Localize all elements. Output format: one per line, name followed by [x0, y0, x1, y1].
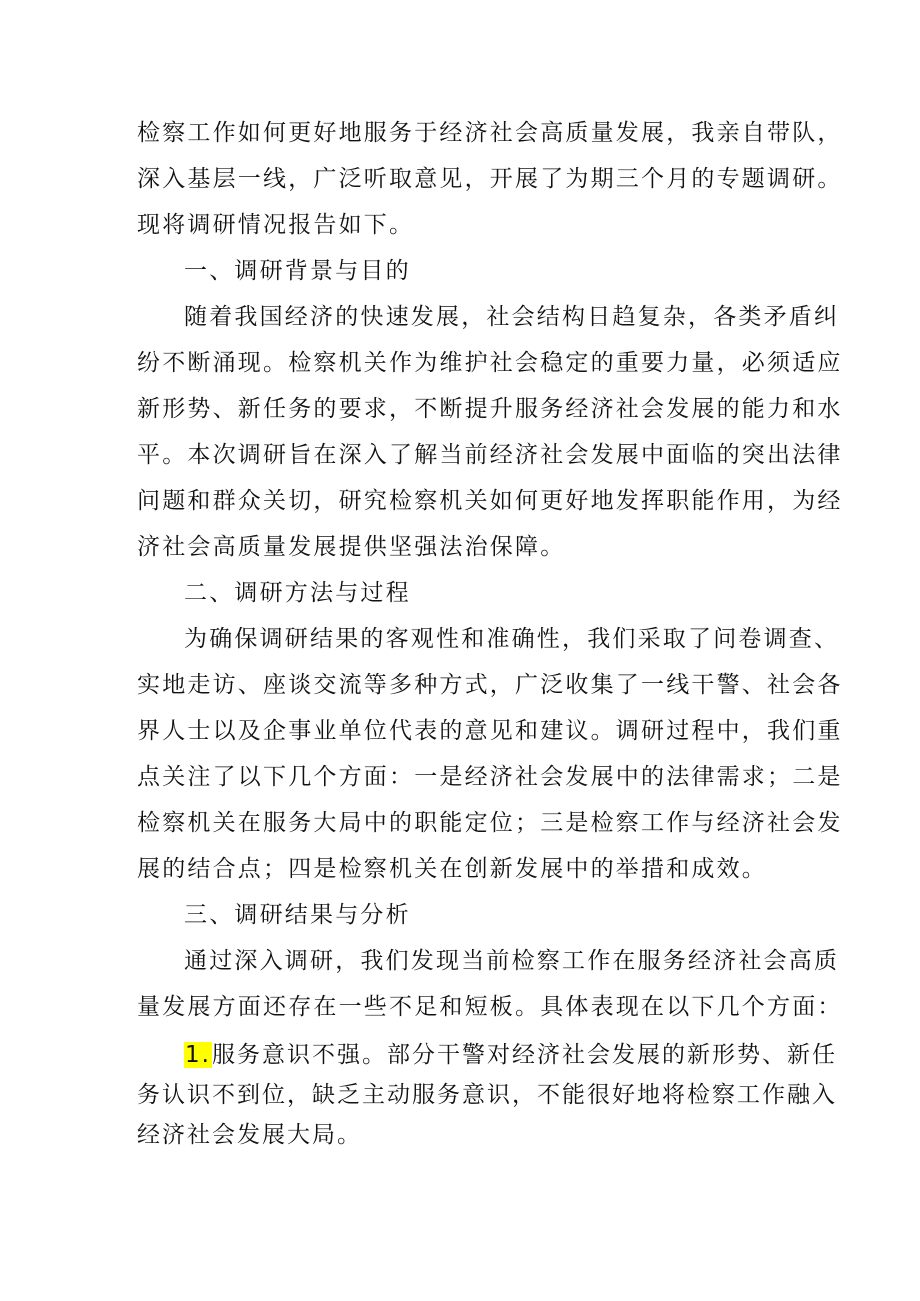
- section-heading-3: 三、调研结果与分析: [184, 902, 411, 928]
- paragraph-line: 为确保调研结果的客观性和准确性，我们采取了问卷调查、: [184, 626, 840, 652]
- paragraph-line: 检察机关在服务大局中的职能定位；三是检察工作与经济社会发: [137, 810, 843, 836]
- list-item-1: [184, 1040, 837, 1070]
- paragraph-line: 济社会高质量发展提供坚强法治保障。: [137, 534, 566, 560]
- list-item-line: 务认识不到位，缺乏主动服务意识，不能很好地将检察工作融入: [137, 1082, 837, 1108]
- section-heading-1: 一、调研背景与目的: [184, 258, 411, 284]
- paragraph-line: 界人士以及企事业单位代表的意见和建议。调研过程中，我们重: [137, 718, 843, 744]
- item-number-highlight: 1.: [185, 1042, 211, 1068]
- paragraph-line: 深入基层一线，广泛听取意见，开展了为期三个月的专题调研。: [137, 166, 843, 192]
- paragraph-line: 平。本次调研旨在深入了解当前经济社会发展中面临的突出法律: [137, 442, 843, 468]
- paragraph-line: 现将调研情况报告如下。: [137, 212, 415, 238]
- paragraph-line: 实地走访、座谈交流等多种方式，广泛收集了一线干警、社会各: [137, 672, 843, 698]
- paragraph-line: 检察工作如何更好地服务于经济社会高质量发展，我亲自带队，: [137, 120, 843, 146]
- paragraph-line: 展的结合点；四是检察机关在创新发展中的举措和成效。: [137, 856, 767, 882]
- paragraph-line: 通过深入调研，我们发现当前检察工作在服务经济社会高质: [184, 948, 840, 974]
- section-heading-2: 二、调研方法与过程: [184, 580, 411, 606]
- paragraph-line: 随着我国经济的快速发展，社会结构日趋复杂，各类矛盾纠: [184, 304, 840, 330]
- list-item-line: 经济社会发展大局。: [137, 1122, 362, 1148]
- paragraph-line: 点关注了以下几个方面：一是经济社会发展中的法律需求；二是: [137, 764, 843, 790]
- paragraph-line: 纷不断涌现。检察机关作为维护社会稳定的重要力量，必须适应: [137, 350, 843, 376]
- paragraph-line: 问题和群众关切，研究检察机关如何更好地发挥职能作用，为经: [137, 488, 843, 514]
- paragraph-line: 新形势、新任务的要求，不断提升服务经济社会发展的能力和水: [137, 396, 843, 422]
- paragraph-line: 量发展方面还存在一些不足和短板。具体表现在以下几个方面：: [137, 994, 843, 1020]
- list-item-text: 服务意识不强。部分干警对经济社会发展的新形势、新任: [211, 1042, 837, 1068]
